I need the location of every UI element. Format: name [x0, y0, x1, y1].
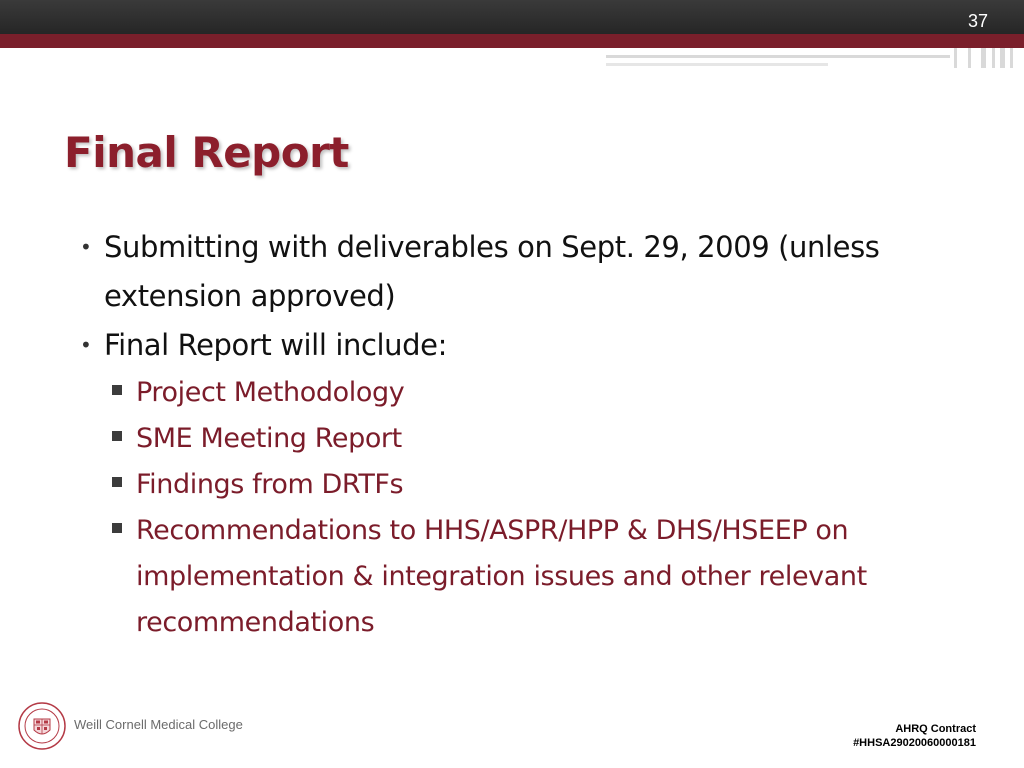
sub-bullet-text: Project Methodology [136, 377, 405, 408]
bullet-text: Final Report will include: [104, 328, 447, 362]
college-name: Weill Cornell Medical College [74, 717, 243, 732]
bullet-dot-icon: • [80, 333, 92, 357]
slide-title: Final Report [64, 128, 349, 177]
list-item [80, 321, 980, 370]
square-bullet-icon [112, 431, 122, 441]
list-item [80, 223, 980, 321]
sub-list-item [112, 462, 980, 508]
bullet-text: Submitting with deliverables on Sept. 29, 2009 (unless extension approved) [104, 230, 880, 313]
header-accent-band [0, 34, 1024, 48]
college-seal-icon [18, 702, 66, 750]
sub-bullet-text: Findings from DRTFs [136, 469, 404, 500]
sub-list-item [112, 416, 980, 462]
sub-bullet-text: SME Meeting Report [136, 423, 402, 454]
bullet-list [80, 223, 980, 646]
sub-bullet-text: Recommendations to HHS/ASPR/HPP & DHS/HSEEP on implementation & integration issues and other relevant recommendations [136, 515, 867, 638]
decorative-stripes [606, 48, 1024, 70]
square-bullet-icon [112, 385, 122, 395]
bullet-dot-icon: • [80, 235, 92, 259]
contract-line-1: AHRQ Contract [895, 723, 976, 735]
sub-list-item [112, 370, 980, 416]
contract-number [853, 722, 976, 750]
square-bullet-icon [112, 523, 122, 533]
square-bullet-icon [112, 477, 122, 487]
header-bar [0, 0, 1024, 34]
sub-list-item [112, 508, 980, 646]
contract-line-2: #HHSA29020060000181 [853, 737, 976, 749]
slide-number: 37 [967, 11, 988, 31]
